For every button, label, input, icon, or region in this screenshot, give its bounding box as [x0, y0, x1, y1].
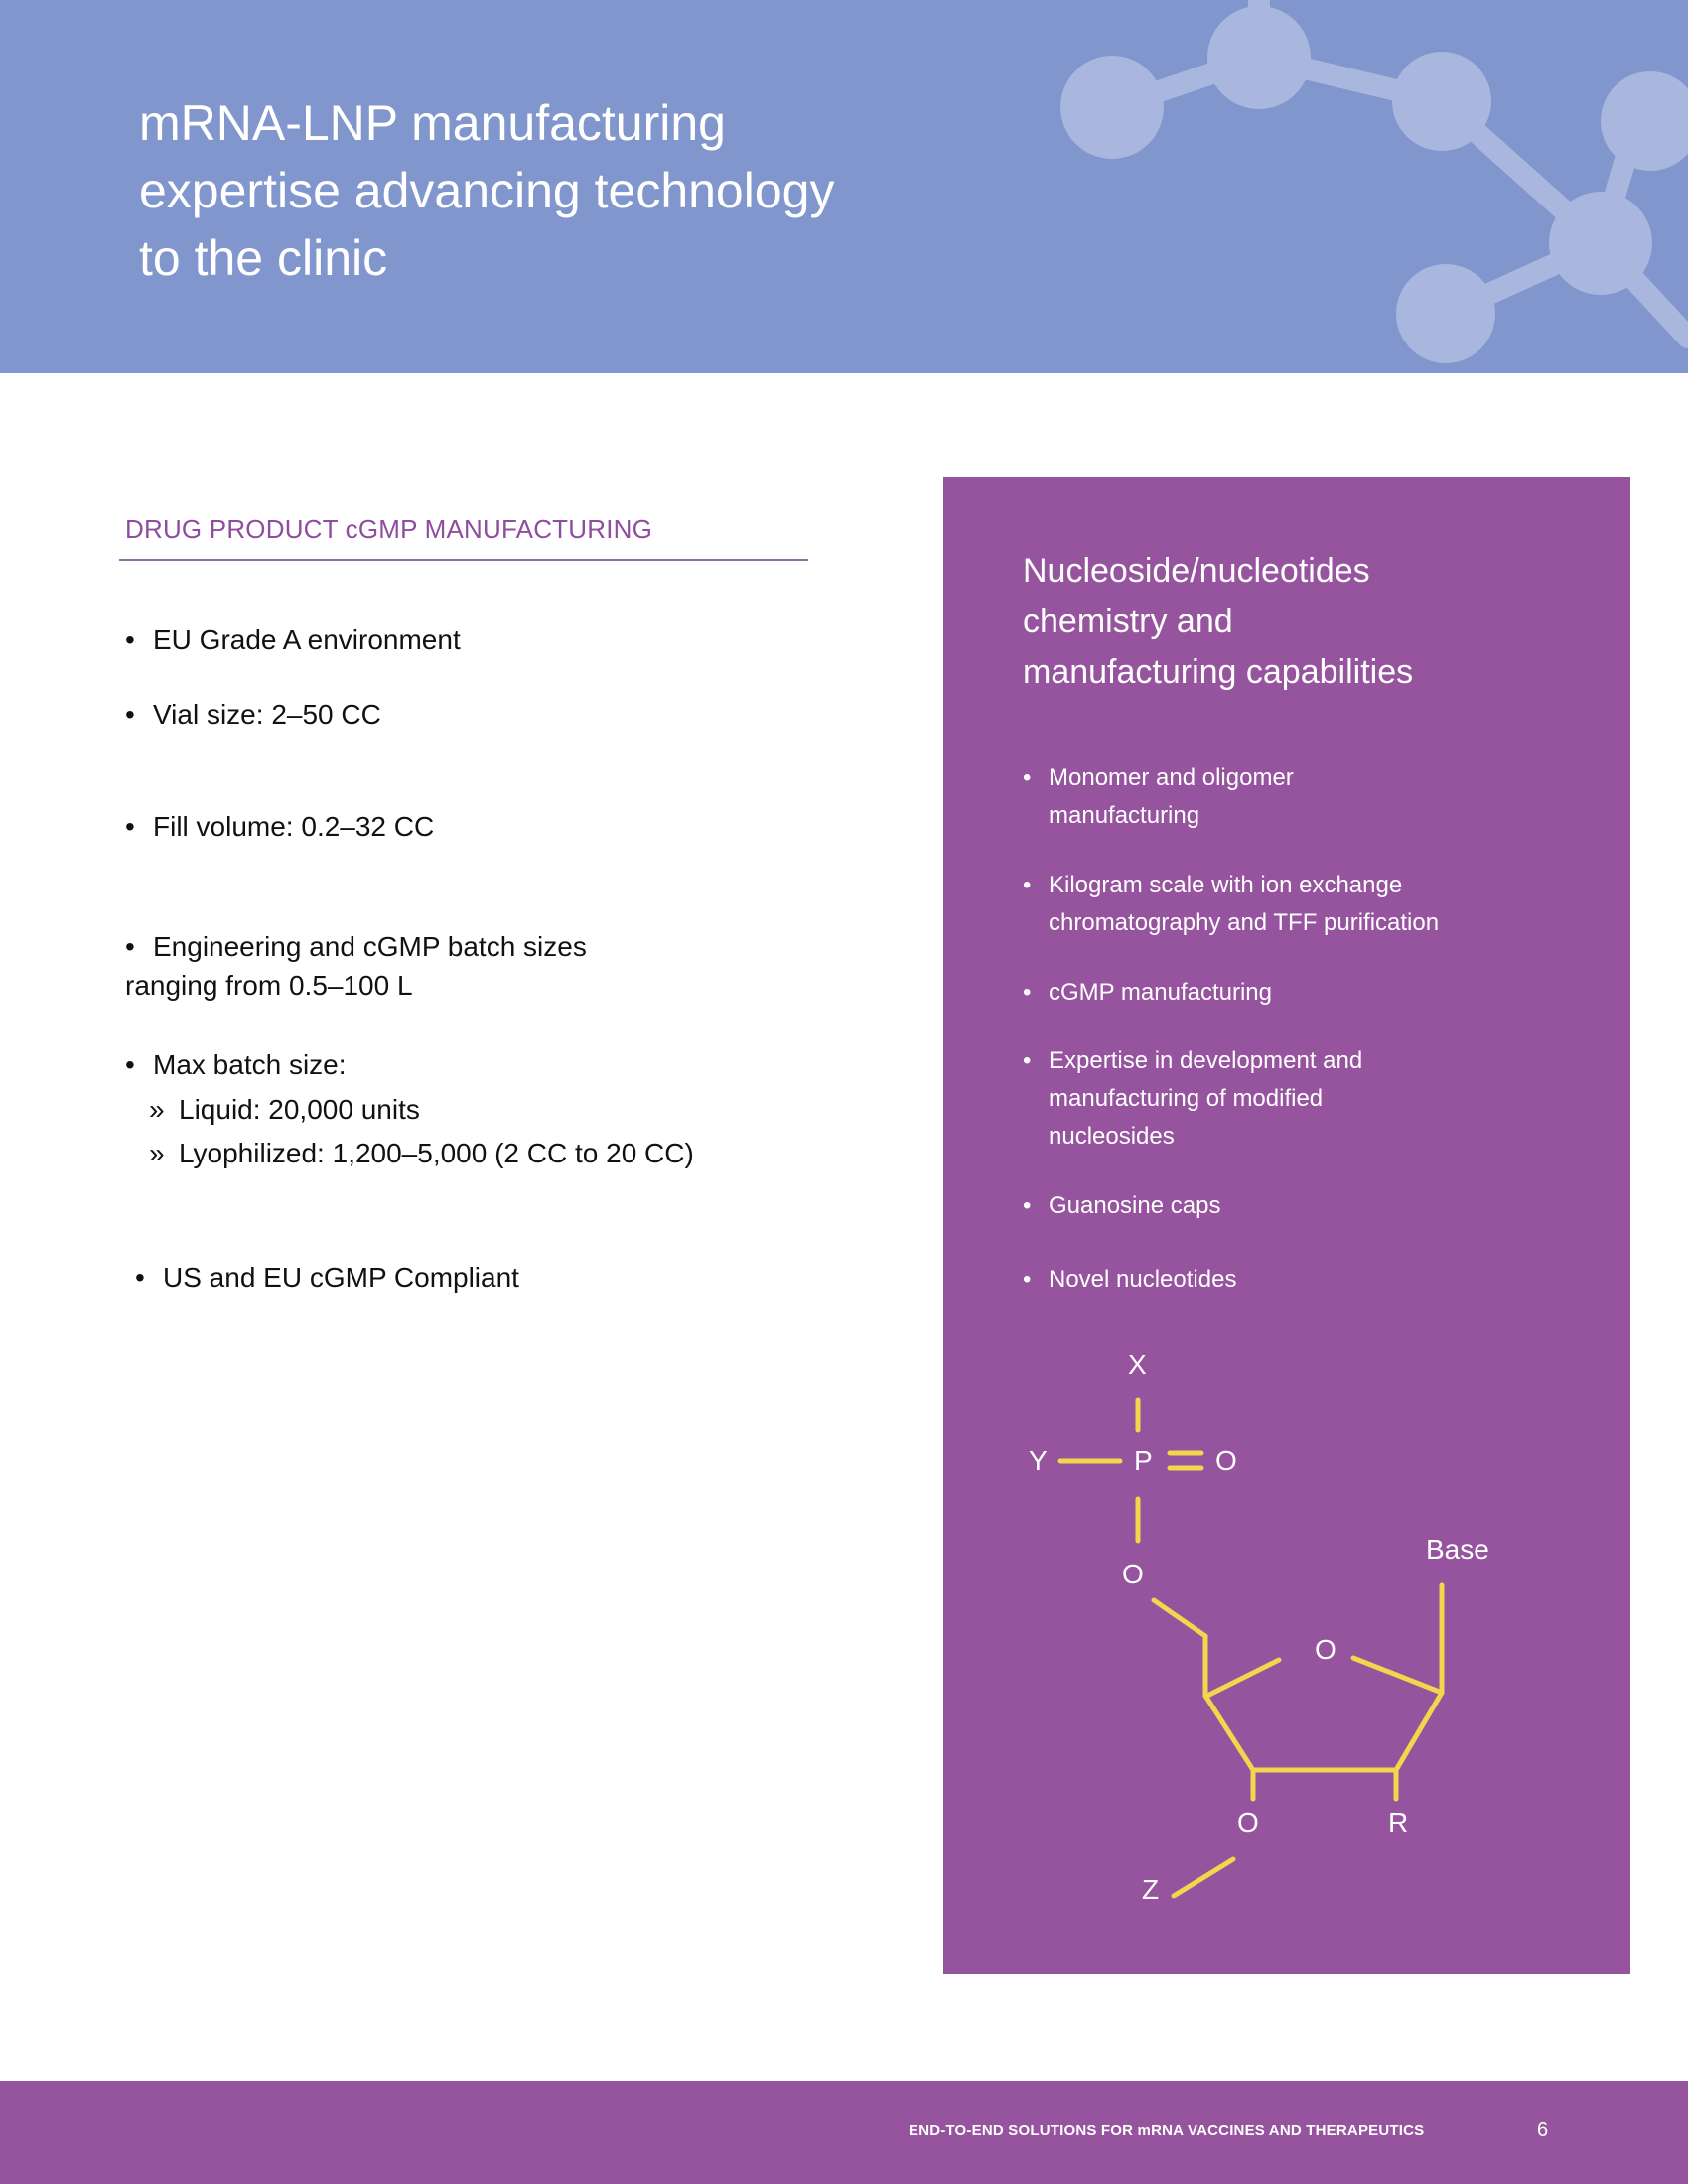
bullet-text: Fill volume: 0.2–32 CC	[153, 811, 435, 842]
bullet-item	[125, 927, 587, 966]
footer-text: END-TO-END SOLUTIONS FOR mRNA VACCINES AND THERAPEUTICS	[909, 2122, 1425, 2139]
bullet-glyph: •	[1023, 1047, 1032, 1074]
sub-bullet-glyph: »	[149, 1094, 165, 1125]
bullet-item	[125, 1045, 347, 1084]
bullet-item	[125, 620, 461, 659]
bullet-glyph: •	[1023, 872, 1032, 898]
atom-label-z: Z	[1142, 1874, 1160, 1905]
atom-label-p: P	[1134, 1445, 1153, 1476]
bullet-glyph: •	[135, 1262, 145, 1293]
title-line: expertise advancing technology	[139, 163, 835, 218]
panel-item-text: cGMP manufacturing	[1049, 979, 1272, 1006]
atom-label-x: X	[1128, 1349, 1147, 1380]
title-line: mRNA-LNP manufacturing	[139, 95, 726, 151]
bullet-text: Engineering and cGMP batch sizes	[153, 931, 587, 962]
sub-bullet-text: Liquid: 20,000 units	[179, 1094, 420, 1125]
bullet-glyph: •	[125, 931, 135, 962]
panel-item-text: chromatography and TFF purification	[1049, 909, 1440, 936]
nucleotide-structure-diagram	[943, 477, 1630, 1974]
title-line: to the clinic	[139, 230, 388, 286]
sub-bullet-glyph: »	[149, 1138, 165, 1168]
bullet-glyph: •	[125, 1049, 135, 1080]
capabilities-panel	[943, 477, 1630, 1974]
atom-label-o-ring: O	[1315, 1634, 1336, 1665]
bullet-glyph: •	[1023, 764, 1032, 791]
panel-title-line: Nucleoside/nucleotides	[1023, 552, 1370, 590]
bullet-item	[125, 695, 381, 734]
footer-bar	[0, 2081, 1688, 2184]
bond-o-c5	[1154, 1600, 1205, 1636]
panel-title-line: chemistry and	[1023, 603, 1233, 640]
panel-item-text: manufacturing	[1049, 802, 1200, 829]
bullet-text: US and EU cGMP Compliant	[163, 1262, 519, 1293]
bullet-item	[125, 807, 434, 846]
atom-label-r: R	[1388, 1807, 1409, 1838]
bullet-glyph: •	[1023, 1266, 1032, 1293]
bullet-glyph: •	[125, 811, 135, 842]
panel-item-text: manufacturing of modified	[1049, 1085, 1324, 1112]
bond-c4-c3	[1205, 1696, 1253, 1770]
sub-bullet-text: Lyophilized: 1,200–5,000 (2 CC to 20 CC)	[179, 1138, 694, 1168]
bullet-glyph: •	[125, 624, 135, 655]
sub-bullet-item	[149, 1134, 694, 1172]
bond-c4-oring	[1207, 1660, 1279, 1696]
atom-label-o-double: O	[1215, 1445, 1237, 1476]
bullet-glyph: •	[1023, 1192, 1032, 1219]
bond-o-z	[1174, 1859, 1233, 1896]
bullet-glyph: •	[1023, 979, 1032, 1006]
panel-item-text: Expertise in development and	[1049, 1047, 1363, 1074]
bullet-item	[135, 1258, 519, 1297]
atom-label-base: Base	[1426, 1534, 1489, 1565]
sub-bullet-item	[149, 1090, 420, 1129]
bullet-text: Max batch size:	[153, 1049, 347, 1080]
panel-item-text: nucleosides	[1049, 1123, 1175, 1150]
panel-item-text: Kilogram scale with ion exchange	[1049, 872, 1403, 898]
bond-c2-c1	[1396, 1693, 1442, 1770]
section-title: DRUG PRODUCT cGMP MANUFACTURING	[125, 514, 653, 544]
bullet-glyph: •	[125, 699, 135, 730]
panel-item-text: Monomer and oligomer	[1049, 764, 1294, 791]
bullet-text: Vial size: 2–50 CC	[153, 699, 381, 730]
panel-title-line: manufacturing capabilities	[1023, 653, 1414, 691]
page-title	[139, 89, 894, 292]
atom-label-y: Y	[1029, 1445, 1048, 1476]
header-banner	[0, 0, 1688, 373]
bond-oring-c1	[1353, 1658, 1442, 1693]
panel-item-text: Novel nucleotides	[1049, 1266, 1237, 1293]
atom-label-o-lower: O	[1237, 1807, 1259, 1838]
atom-label-o-link: O	[1122, 1559, 1144, 1589]
panel-item-text: Guanosine caps	[1049, 1192, 1221, 1219]
page-number: 6	[1537, 2119, 1549, 2141]
section-divider	[119, 559, 808, 561]
bullet-text: EU Grade A environment	[153, 624, 461, 655]
bullet-continuation: ranging from 0.5–100 L	[125, 970, 413, 1001]
